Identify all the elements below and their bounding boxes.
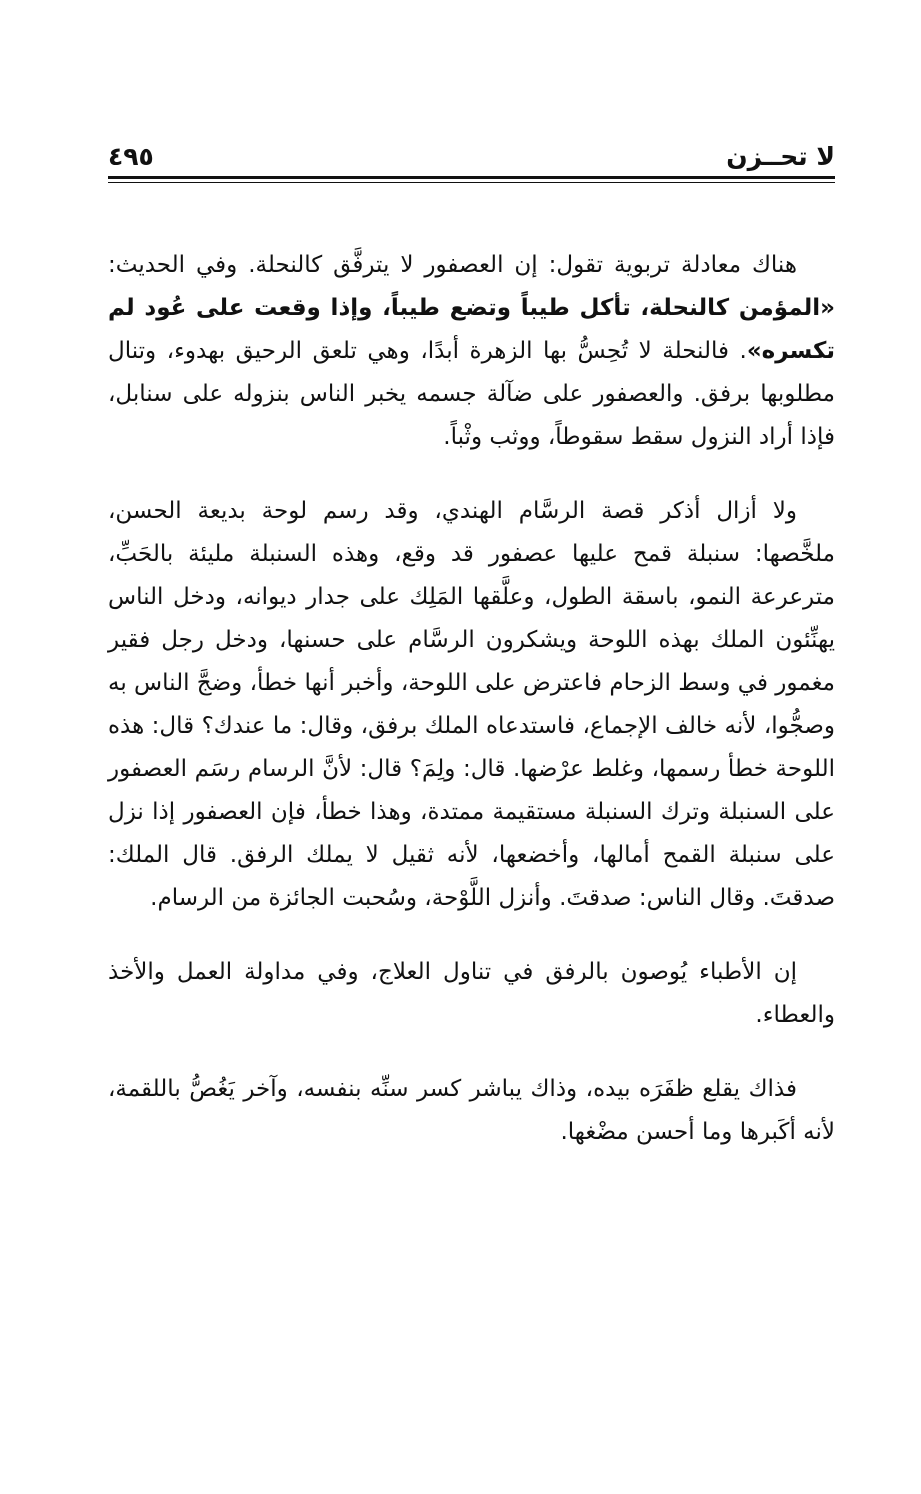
body-text xyxy=(108,244,835,1185)
paragraph-1 xyxy=(108,244,835,459)
book-title: لا تحــزن xyxy=(726,142,835,171)
header-rule-thick xyxy=(108,176,835,179)
paragraph-1-rest: . فالنحلة لا تُحِسُّ بها الزهرة أبدًا، وهي تلعق الرحيق بهدوء، وتنال مطلوبها برفق. والعصفور على ضآلة جسمه يخبر الناس بنزوله على سنابل، فإذا أراد النزول سقط سقوطاً، ووثب وثْباً. xyxy=(108,338,835,450)
paragraph-1-intro: هناك معادلة تربوية تقول: إن العصفور لا يترفَّق كالنحلة. وفي الحديث: xyxy=(108,252,797,278)
paragraph-4: فذاك يقلع ظفَرَه بيده، وذاك يباشر كسر سنِّه بنفسه، وآخر يَغُصُّ باللقمة، لأنه أكَبرها وما أحسن مضْغها. xyxy=(108,1076,835,1145)
running-header xyxy=(108,140,835,174)
header-rule-thin xyxy=(108,182,835,183)
page-number: ٤٩٥ xyxy=(108,142,154,171)
paragraph-2: ولا أزال أذكر قصة الرسَّام الهندي، وقد رسم لوحة بديعة الحسن، ملخَّصها: سنبلة قمح عليها عصفور قد وقع، وهذه السنبلة مليئة بالحَبِّ، مترعرعة النمو، باسقة الطول، وعلَّقها المَلِك على جدار ديوانه، ودخل الناس يهنِّئون الملك بهذه اللوحة ويشكرون الرسَّام على حسنها، ودخل رجل فقير مغمور في وسط الزحام فاعترض على اللوحة، وأخبر أنها خطأ، وضجَّ الناس به وصجُّوا، لأنه خالف الإجماع، فاستدعاه الملك برفق، وقال: ما عندك؟ قال: هذه اللوحة خطأ رسمها، وغلط عرْضها. قال: ولِمَ؟ قال: لأنَّ الرسام رسَم العصفور على السنبلة وترك السنبلة مستقيمة ممتدة، وهذا خطأ، فإن العصفور إذا نزل على سنبلة القمح أمالها، وأخضعها، لأنه ثقيل لا يملك الرفق. قال الملك: صدقتَ. وقال الناس: صدقتَ. وأنزل اللَّوْحة، وسُحبت الجائزة من الرسام. xyxy=(108,498,835,911)
paragraph-3: إن الأطباء يُوصون بالرفق في تناول العلاج، وفي مداولة العمل والأخذ والعطاء. xyxy=(108,959,835,1028)
hadith-quote: «المؤمن كالنحلة، تأكل طيباً وتضع طيباً، وإذا وقعت على عُود لم تكسره» xyxy=(108,295,835,364)
